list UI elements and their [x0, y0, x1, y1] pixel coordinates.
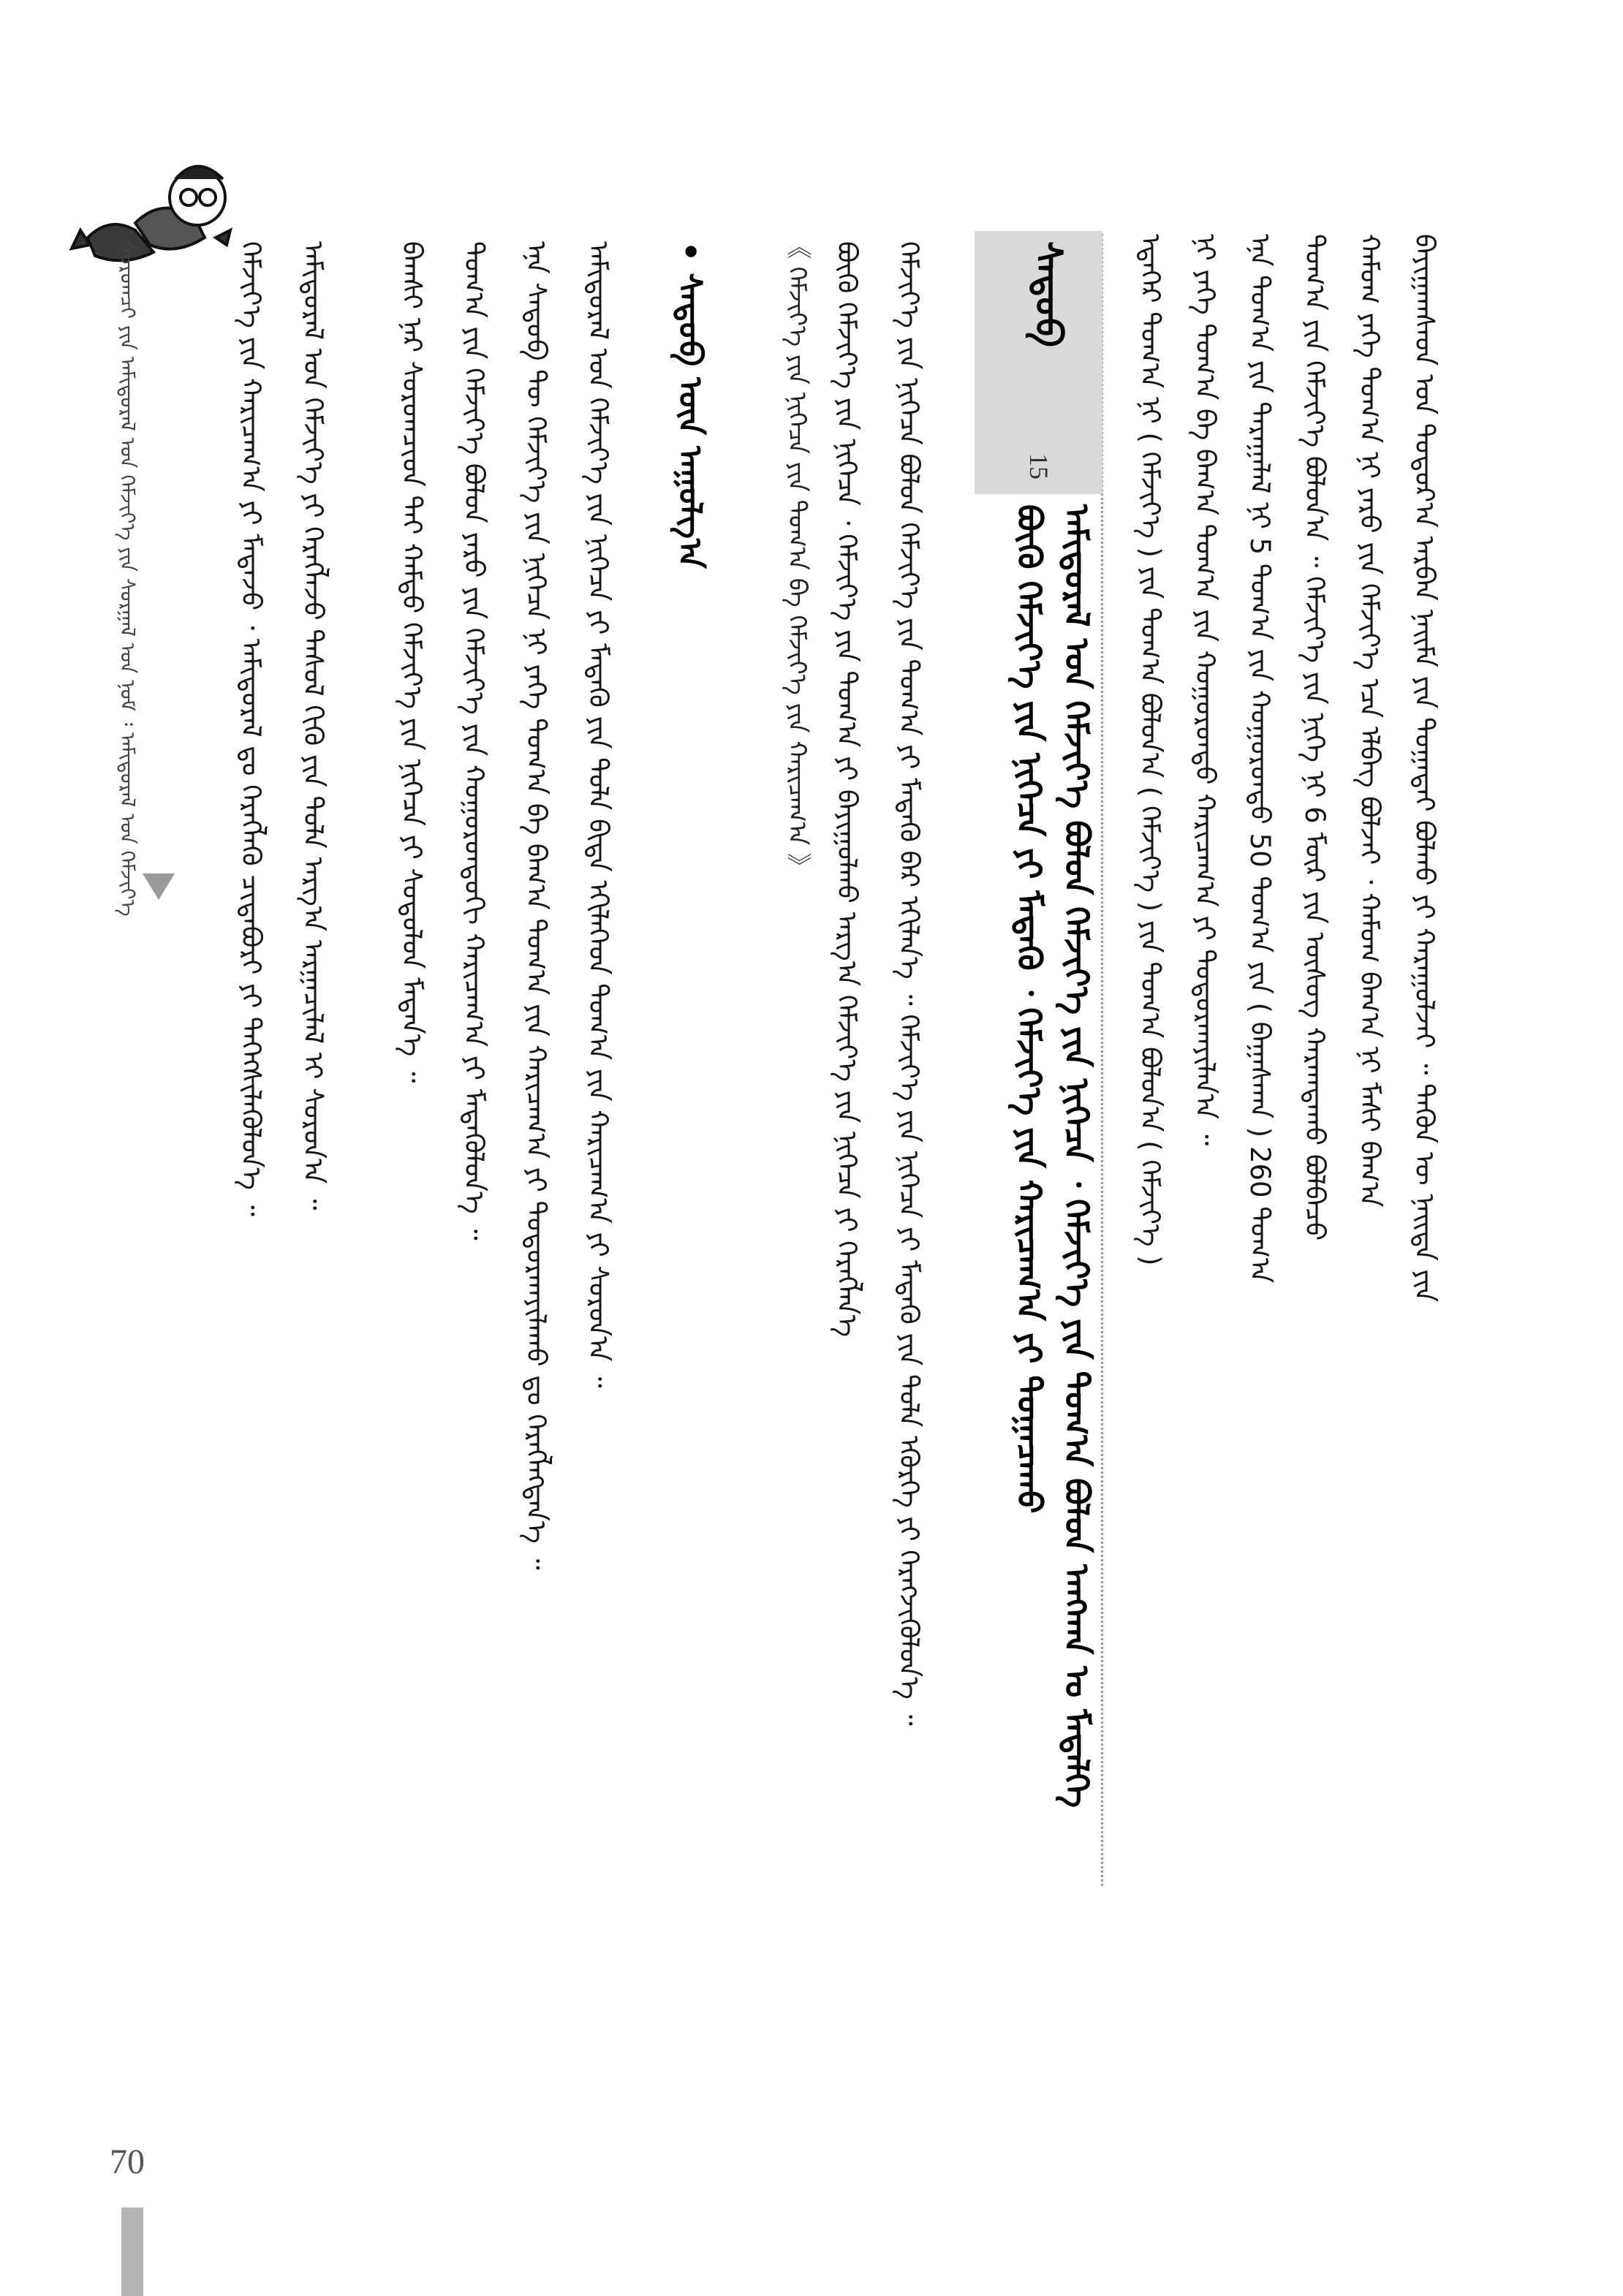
intro-column: ᠨᠢ ᠶᠡᠬᠡ ᠲᠣᠭ᠎ᠠ ᠪᠠ ᠪᠠᠭ᠎ᠠ ᠲᠣᠭ᠎ᠠ ᠶᠢᠨ ᠬᠣᠭᠣᠷᠣᠨᠳᠣ ᠬᠠᠷᠢᠴᠠᠭ᠎ᠠ ᠶᠢ ᠲᠣᠳᠣᠷᠬᠠᠶᠢᠯᠠᠨ᠎ᠠ ᠃ [1189, 234, 1221, 1146]
mascot-illustration [66, 128, 234, 274]
body-paragraph: ᠪᠦᠬᠦ ᠬᠡᠮᠵᠢᠶ᠎ᠡ ᠶᠢᠨ ᠨᠢᠭᠡᠴᠡ ᠂ ᠬᠡᠮᠵᠢᠶ᠎ᠡ ᠶᠢᠨ ᠲᠣᠭ᠎ᠠ ᠶᠢ ᠪᠠᠶᠢᠭᠤᠯᠬᠤ ᠠᠷᠭ᠎ᠠ ᠬᠡᠮᠵᠢᠶ᠎ᠡ ᠶᠢᠨ ᠨᠢᠭᠡᠴᠡ ᠶᠢ ᠬᠡᠷᠡᠭᠯᠡᠨ᠎ᠡ [831, 241, 863, 1338]
body-paragraph: ᠡᠨᠡ ᠰᠡᠳᠦᠪ ᠲᠦ ᠬᠡᠮᠵᠢᠶ᠎ᠡ ᠶᠢᠨ ᠨᠢᠭᠡᠴᠡ ᠨᠢ ᠶᠡᠬᠡ ᠲᠣᠭ᠎ᠠ ᠪᠠ ᠪᠠᠭ᠎ᠠ ᠲᠣᠭ᠎ᠠ ᠶᠢᠨ ᠬᠠᠷᠢᠴᠠᠭ᠎ᠠ ᠶᠢ ᠲᠣᠳᠣᠷᠬᠠᠶᠢᠯᠠᠬᠤ ᠳᠤ ᠬᠡᠷᠡᠭᠯᠡᠭᠳᠡᠨ᠎ᠡ ᠃ [521, 241, 552, 1570]
page-number: 70 [110, 2142, 145, 2181]
intro-column: ᠪᠠᠶᠢᠭᠠᠭᠰᠠᠳ ᠤᠨ ᠳᠣᠲᠣᠷ᠎ᠠ ᠠᠷᠪᠠᠨ ᠨᠠᠢᠮᠠ ᠶᠢᠨ ᠲᠣᠭᠠᠲᠠᠢ ᠪᠣᠯᠬᠤ ᠶᠢ ᠬᠠᠷᠠᠭᠤᠯᠵᠠᠢ ᠃ ᠲᠡᠭᠦᠨ ᠦ ᠨᠡᠢᠲᠡ ᠶᠢᠨ [1409, 234, 1440, 1303]
bullet-heading: • ᠰᠡᠳᠦᠪ ᠦᠨ ᠠᠭᠤᠯᠭ᠎ᠠ [671, 241, 708, 569]
body-paragraph: ᠪᠠᠭᠰᠢ ᠨᠠᠷ ᠰᠤᠷᠤᠭᠴᠢᠳ ᠲᠠᠢ ᠬᠠᠮᠲᠤ ᠬᠡᠮᠵᠢᠶ᠎ᠡ ᠶᠢᠨ ᠨᠢᠭᠡᠴᠡ ᠶᠢ ᠰᠣᠳᠤᠯᠤᠨ ᠮᠡᠳᠡᠨ᠎ᠡ ᠃ [396, 241, 428, 1083]
intro-column: ᠬᠠᠮᠤᠭ ᠶᠡᠬᠡ ᠲᠣᠭ᠎ᠠ ᠨᠢ ᠶᠡᠷᠦ ᠶᠢᠨ ᠬᠡᠮᠵᠢᠶ᠎ᠡ ᠡᠴᠡ ᠡᠯᠪᠡᠭ ᠪᠣᠯᠵᠠᠢ ᠂ ᠬᠠᠮᠤᠭ ᠪᠠᠭ᠎ᠠ ᠨᠢ ᠮᠠᠰᠢ ᠪᠠᠭ᠎ᠠ [1354, 234, 1385, 1208]
intro-column: ᠲᠣᠭ᠎ᠠ ᠶᠢᠨ ᠬᠡᠮᠵᠢᠶ᠎ᠡ ᠪᠣᠯᠣᠨ᠎ᠠ ᠃ ᠬᠡᠮᠵᠢᠶ᠎ᠡ ᠶᠢᠨ ᠨᠢᠭᠡ ᠨᠢ 6 ᠮᠦᠷ ᠶᠢᠨ ᠦᠰᠦᠭ ᠬᠠᠷᠠᠭᠳᠠᠬᠤ ᠪᠣᠯᠪᠠᠴᠤ [1299, 234, 1331, 1241]
section-heading-line: ᠪᠦᠬᠦ ᠬᠡᠮᠵᠢᠶ᠎ᠡ ᠶᠢᠨ ᠨᠢᠭᠡᠴᠡ ᠶᠢ ᠮᠡᠳᠡᠬᠦ ᠂ ᠬᠡᠮᠵᠢᠶ᠎ᠡ ᠶᠢᠨ ᠬᠠᠷᠢᠴᠠᠭ᠎ᠠ ᠶᠢ ᠲᠣᠭᠠᠴᠠᠬᠤ [1010, 504, 1049, 1514]
body-paragraph: ᠬᠡᠮᠵᠢᠶ᠎ᠡ ᠶᠢᠨ ᠬᠠᠷᠢᠴᠠᠭ᠎ᠠ ᠶᠢ ᠮᠡᠳᠡᠵᠦ ᠂ ᠠᠮᠢᠳᠤᠷᠠᠯ ᠳᠤ ᠬᠡᠷᠡᠭᠯᠡᠬᠦ ᠴᠢᠳᠠᠪᠤᠷᠢ ᠶᠢ ᠳᠡᠭᠡᠭᠰᠢᠯᠡᠭᠦᠯᠦᠨ᠎ᠡ ᠃ [235, 241, 267, 1217]
triangle-marker-icon [143, 874, 175, 900]
book-citation: 《 ᠬᠡᠮᠵᠢᠶ᠎ᠡ ᠶᠢᠨ ᠨᠢᠭᠡᠴᠡ ᠶᠢᠨ ᠲᠣᠭ᠎ᠠ ᠪᠠ ᠬᠡᠮᠵᠢᠶ᠎ᠡ ᠶᠢᠨ ᠬᠠᠷᠢᠴᠠᠭ᠎ᠠ 》 [782, 234, 812, 879]
intro-column: ᠡᠳᠡᠭᠡᠷ ᠲᠣᠭ᠎ᠠ ᠨᠢ ( ᠬᠡᠮᠵᠢᠶ᠎ᠡ ) ᠶᠢᠨ ᠲᠣᠭ᠎ᠠ ᠪᠣᠯᠣᠨ᠎ᠠ ( ᠬᠡᠮᠵᠢᠶ᠎ᠡ ) ᠶᠢᠨ ᠲᠣᠭ᠎ᠠ ᠪᠣᠯᠣᠨ᠎ᠠ ( ᠬᠡᠮᠵᠢᠶ᠎ᠡ ) [1135, 234, 1166, 1266]
section-tab-label: ᠰᠡᠳᠦᠪ [1027, 241, 1070, 347]
page-edge-bar [121, 2208, 143, 2296]
section-number: 15 [1024, 453, 1053, 480]
body-paragraph: ᠲᠣᠭ᠎ᠠ ᠶᠢᠨ ᠬᠡᠮᠵᠢᠶ᠎ᠡ ᠪᠣᠯᠣᠨ ᠶᠡᠷᠦ ᠶᠢᠨ ᠬᠡᠮᠵᠢᠶ᠎ᠡ ᠶᠢᠨ ᠬᠣᠭᠣᠷᠣᠨᠳᠣᠬᠢ ᠬᠠᠷᠢᠴᠠᠭ᠎ᠠ ᠶᠢ ᠮᠡᠳᠡᠭᠦᠯᠦᠨ᠎ᠡ ᠃ [458, 241, 490, 1240]
body-paragraph: ᠠᠮᠢᠳᠤᠷᠠᠯ ᠤᠨ ᠬᠡᠮᠵᠢᠶ᠎ᠡ ᠶᠢ ᠬᠡᠷᠡᠭᠯᠡᠵᠦ ᠳᠠᠰᠤᠯ ᠬᠢᠬᠦ ᠶᠢᠨ ᠲᠤᠯᠠ ᠠᠷᠭ᠎ᠠ ᠠᠷᠭᠠᠴᠢᠯᠠᠯ ᠢ ᠰᠤᠷᠤᠨ᠎ᠠ ᠃ [298, 241, 329, 1210]
intro-text-block [1104, 234, 1444, 1944]
body-paragraph: ᠠᠮᠢᠳᠤᠷᠠᠯ ᠤᠨ ᠬᠡᠮᠵᠢᠶ᠎ᠡ ᠶᠢᠨ ᠨᠢᠭᠡᠴᠡ ᠶᠢ ᠮᠡᠳᠡᠬᠦ ᠶᠢᠨ ᠲᠤᠯᠠ ᠪᠢᠳᠡ ᠡᠬᠢᠯᠡᠭᠡᠳ ᠲᠣᠭ᠎ᠠ ᠶᠢᠨ ᠬᠠᠷᠢᠴᠠᠭ᠎ᠠ ᠶᠢ ᠰᠤᠷᠤᠨ᠎ᠠ ᠃ [583, 241, 614, 1388]
section-heading-line: ᠠᠮᠢᠳᠤᠷᠠᠯ ᠤᠨ ᠬᠡᠮᠵᠢᠶ᠎ᠡ ᠪᠣᠯᠣᠨ ᠬᠡᠮᠵᠢᠶ᠎ᠡ ᠶᠢᠨ ᠨᠢᠭᠡᠴᠡ ᠂ ᠬᠡᠮᠵᠢᠶ᠎ᠡ ᠶᠢᠨ ᠲᠣᠭ᠎ᠠ ᠪᠣᠯᠣᠨ ᠠᠨᠭᠬᠠᠨ ᠤ ᠮᠡᠳᠡᠯᠭᠡ [1057, 504, 1097, 1808]
intro-column: ᠡᠨᠡ ᠲᠣᠭ᠎ᠠ ᠶᠢᠨ ᠳᠠᠷᠠᠭᠠᠯᠠᠯ ᠨᠢ 5 ᠲᠣᠭ᠎ᠠ ᠶᠢᠨ ᠬᠣᠭᠣᠷᠣᠨᠳᠣ 50 ᠲᠣᠭ᠎ᠠ ᠶᠢᠨ ( ᠪᠠᠭᠠᠰᠬᠠᠨ ) 260 ᠲᠣᠭ᠎ᠠ [1244, 234, 1276, 1284]
running-header: ᠰᠤᠷᠤᠭᠴᠢ ᠶᠢᠨ ᠠᠮᠢᠳᠤᠷᠠᠯ ᠤᠨ ᠬᠡᠮᠵᠢᠶ᠎ᠡ ᠶᠢᠨ ᠰᠤᠷᠭᠠᠯ ᠤᠨ ᠨᠣᠮ ᠄ ᠠᠮᠢᠳᠤᠷᠠᠯ ᠤᠨ ᠬᠡᠮᠵᠢᠶ᠎ᠡ [116, 241, 140, 917]
body-paragraph: ᠬᠡᠮᠵᠢᠶ᠎ᠡ ᠶᠢᠨ ᠨᠢᠭᠡᠴᠡ ᠪᠣᠯᠣᠨ ᠬᠡᠮᠵᠢᠶ᠎ᠡ ᠶᠢᠨ ᠲᠣᠭ᠎ᠠ ᠶᠢ ᠮᠡᠳᠡᠬᠦ ᠪᠡᠷ ᠡᠬᠢᠯᠡᠨ᠎ᠡ ᠃ ᠬᠡᠮᠵᠢᠶ᠎ᠡ ᠶᠢᠨ ᠨᠢᠭᠡᠴᠡ ᠶᠢ ᠮᠡᠳᠡᠬᠦ ᠶᠢᠨ ᠲᠤᠯᠠ ᠡᠭᠦᠷᠭᠡ ᠶᠢ ᠬᠡᠷᠡᠭᠵᠢᠭᠦᠯᠦᠨ᠎ᠡ ᠃ [893, 241, 925, 1726]
